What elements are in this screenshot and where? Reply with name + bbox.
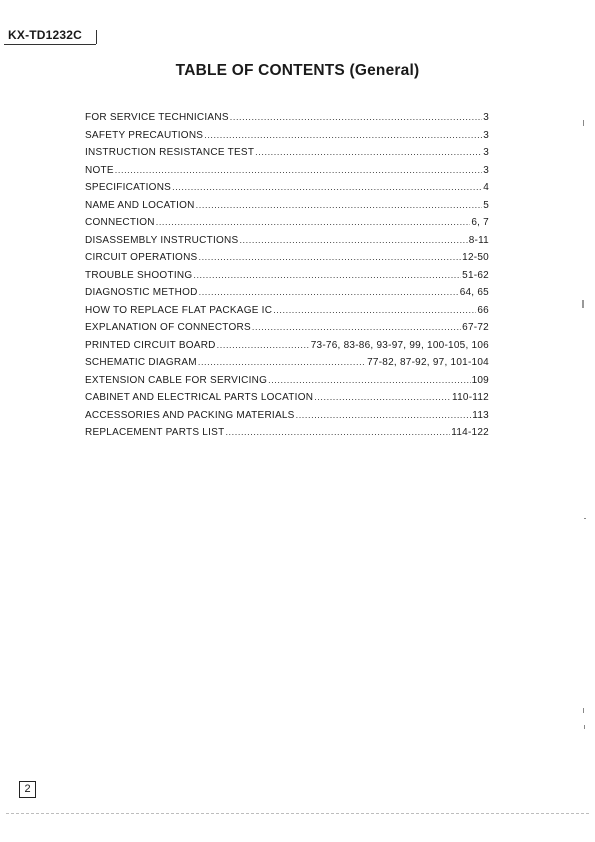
toc-leader-dots xyxy=(199,285,459,295)
toc-leader-dots xyxy=(172,180,482,190)
toc-entry xyxy=(85,303,489,321)
toc-entry xyxy=(85,250,489,268)
toc-entry xyxy=(85,373,489,391)
toc-entry-page: 64, 65 xyxy=(459,287,489,298)
scan-speck xyxy=(584,518,586,519)
toc-entry xyxy=(85,233,489,251)
toc-entry-page: 109 xyxy=(471,374,489,386)
toc-entry-page: 51-62 xyxy=(462,269,489,281)
toc-entry-title: SAFETY PRECAUTIONS xyxy=(85,129,204,141)
scan-speck xyxy=(583,120,584,126)
toc-entry-title: REPLACEMENT PARTS LIST xyxy=(85,427,225,438)
toc-leader-dots xyxy=(314,390,451,400)
toc-entry xyxy=(85,355,489,373)
toc-entry-title: EXPLANATION OF CONNECTORS xyxy=(85,322,251,333)
toc-entry-title: DISASSEMBLY INSTRUCTIONS xyxy=(85,234,239,246)
toc-leader-dots xyxy=(296,408,472,418)
toc-entry-page: 110-112 xyxy=(452,392,489,403)
toc-entry xyxy=(85,198,489,216)
table-of-contents xyxy=(85,110,489,443)
model-number: KX-TD1232C xyxy=(8,28,83,42)
page-title: TABLE OF CONTENTS (General) xyxy=(175,62,420,79)
toc-entry-page: 77-82, 87-92, 97, 101-104 xyxy=(367,357,489,368)
page-number-box: 2 xyxy=(19,781,36,798)
toc-entry xyxy=(85,128,489,146)
toc-entry-page: 6, 7 xyxy=(471,217,489,228)
toc-leader-dots xyxy=(196,198,483,208)
toc-entry-page: 5 xyxy=(483,199,489,211)
toc-entry-title: INSTRUCTION RESISTANCE TEST xyxy=(85,147,255,158)
toc-entry-title: CABINET AND ELECTRICAL PARTS LOCATION xyxy=(85,392,314,403)
scan-speck xyxy=(584,725,585,729)
toc-entry-page: 3 xyxy=(483,129,489,141)
toc-entry-title: CONNECTION xyxy=(85,217,155,228)
toc-entry xyxy=(85,145,489,163)
toc-entry-title: ACCESSORIES AND PACKING MATERIALS xyxy=(85,409,295,421)
toc-leader-dots xyxy=(198,250,461,260)
toc-leader-dots xyxy=(198,355,366,365)
toc-entry-title: FOR SERVICE TECHNICIANS xyxy=(85,112,229,123)
toc-leader-dots xyxy=(193,268,461,278)
toc-entry-page: 73-76, 83-86, 93-97, 99, 100-105, 106 xyxy=(310,339,489,351)
toc-entry xyxy=(85,268,489,286)
toc-entry-page: 3 xyxy=(483,147,489,158)
scan-speck xyxy=(583,708,584,713)
toc-entry xyxy=(85,285,489,303)
toc-entry-page: 8-11 xyxy=(468,234,489,246)
toc-entry-page: 114-122 xyxy=(451,427,489,438)
toc-entry xyxy=(85,215,489,233)
toc-entry-title: TROUBLE SHOOTING xyxy=(85,269,193,281)
toc-entry-title: SPECIFICATIONS xyxy=(85,182,172,193)
toc-entry-title: PRINTED CIRCUIT BOARD xyxy=(85,339,216,351)
toc-leader-dots xyxy=(115,163,482,173)
toc-leader-dots xyxy=(217,338,310,348)
toc-leader-dots xyxy=(273,303,476,313)
toc-entry-page: 67-72 xyxy=(462,322,489,333)
toc-entry-title: EXTENSION CABLE FOR SERVICING xyxy=(85,374,268,386)
toc-entry-page: 3 xyxy=(483,164,489,176)
toc-entry-page: 66 xyxy=(477,304,489,316)
scan-edge-line xyxy=(6,813,589,814)
toc-entry-title: CIRCUIT OPERATIONS xyxy=(85,252,198,263)
toc-entry-page: 3 xyxy=(483,112,489,123)
toc-entry-title: SCHEMATIC DIAGRAM xyxy=(85,357,197,368)
toc-entry-title: NAME AND LOCATION xyxy=(85,199,195,211)
toc-leader-dots xyxy=(255,145,482,155)
toc-leader-dots xyxy=(252,320,461,330)
toc-entry xyxy=(85,163,489,181)
toc-leader-dots xyxy=(156,215,471,225)
toc-entry xyxy=(85,338,489,356)
toc-entry-page: 12-50 xyxy=(462,252,489,263)
toc-leader-dots xyxy=(204,128,482,138)
toc-entry-title: DIAGNOSTIC METHOD xyxy=(85,287,198,298)
toc-leader-dots xyxy=(268,373,470,383)
toc-entry-page: 113 xyxy=(472,409,489,421)
toc-entry xyxy=(85,320,489,338)
scan-speck xyxy=(582,300,584,308)
toc-entry xyxy=(85,425,489,443)
toc-leader-dots xyxy=(225,425,450,435)
toc-entry-title: HOW TO REPLACE FLAT PACKAGE IC xyxy=(85,304,273,316)
toc-leader-dots xyxy=(239,233,467,243)
toc-entry-title: NOTE xyxy=(85,164,114,176)
header-rule-tick xyxy=(96,30,97,44)
header-rule xyxy=(4,44,96,45)
toc-entry xyxy=(85,180,489,198)
toc-leader-dots xyxy=(230,110,482,120)
toc-entry xyxy=(85,390,489,408)
toc-entry xyxy=(85,408,489,426)
toc-entry xyxy=(85,110,489,128)
toc-entry-page: 4 xyxy=(483,182,489,193)
